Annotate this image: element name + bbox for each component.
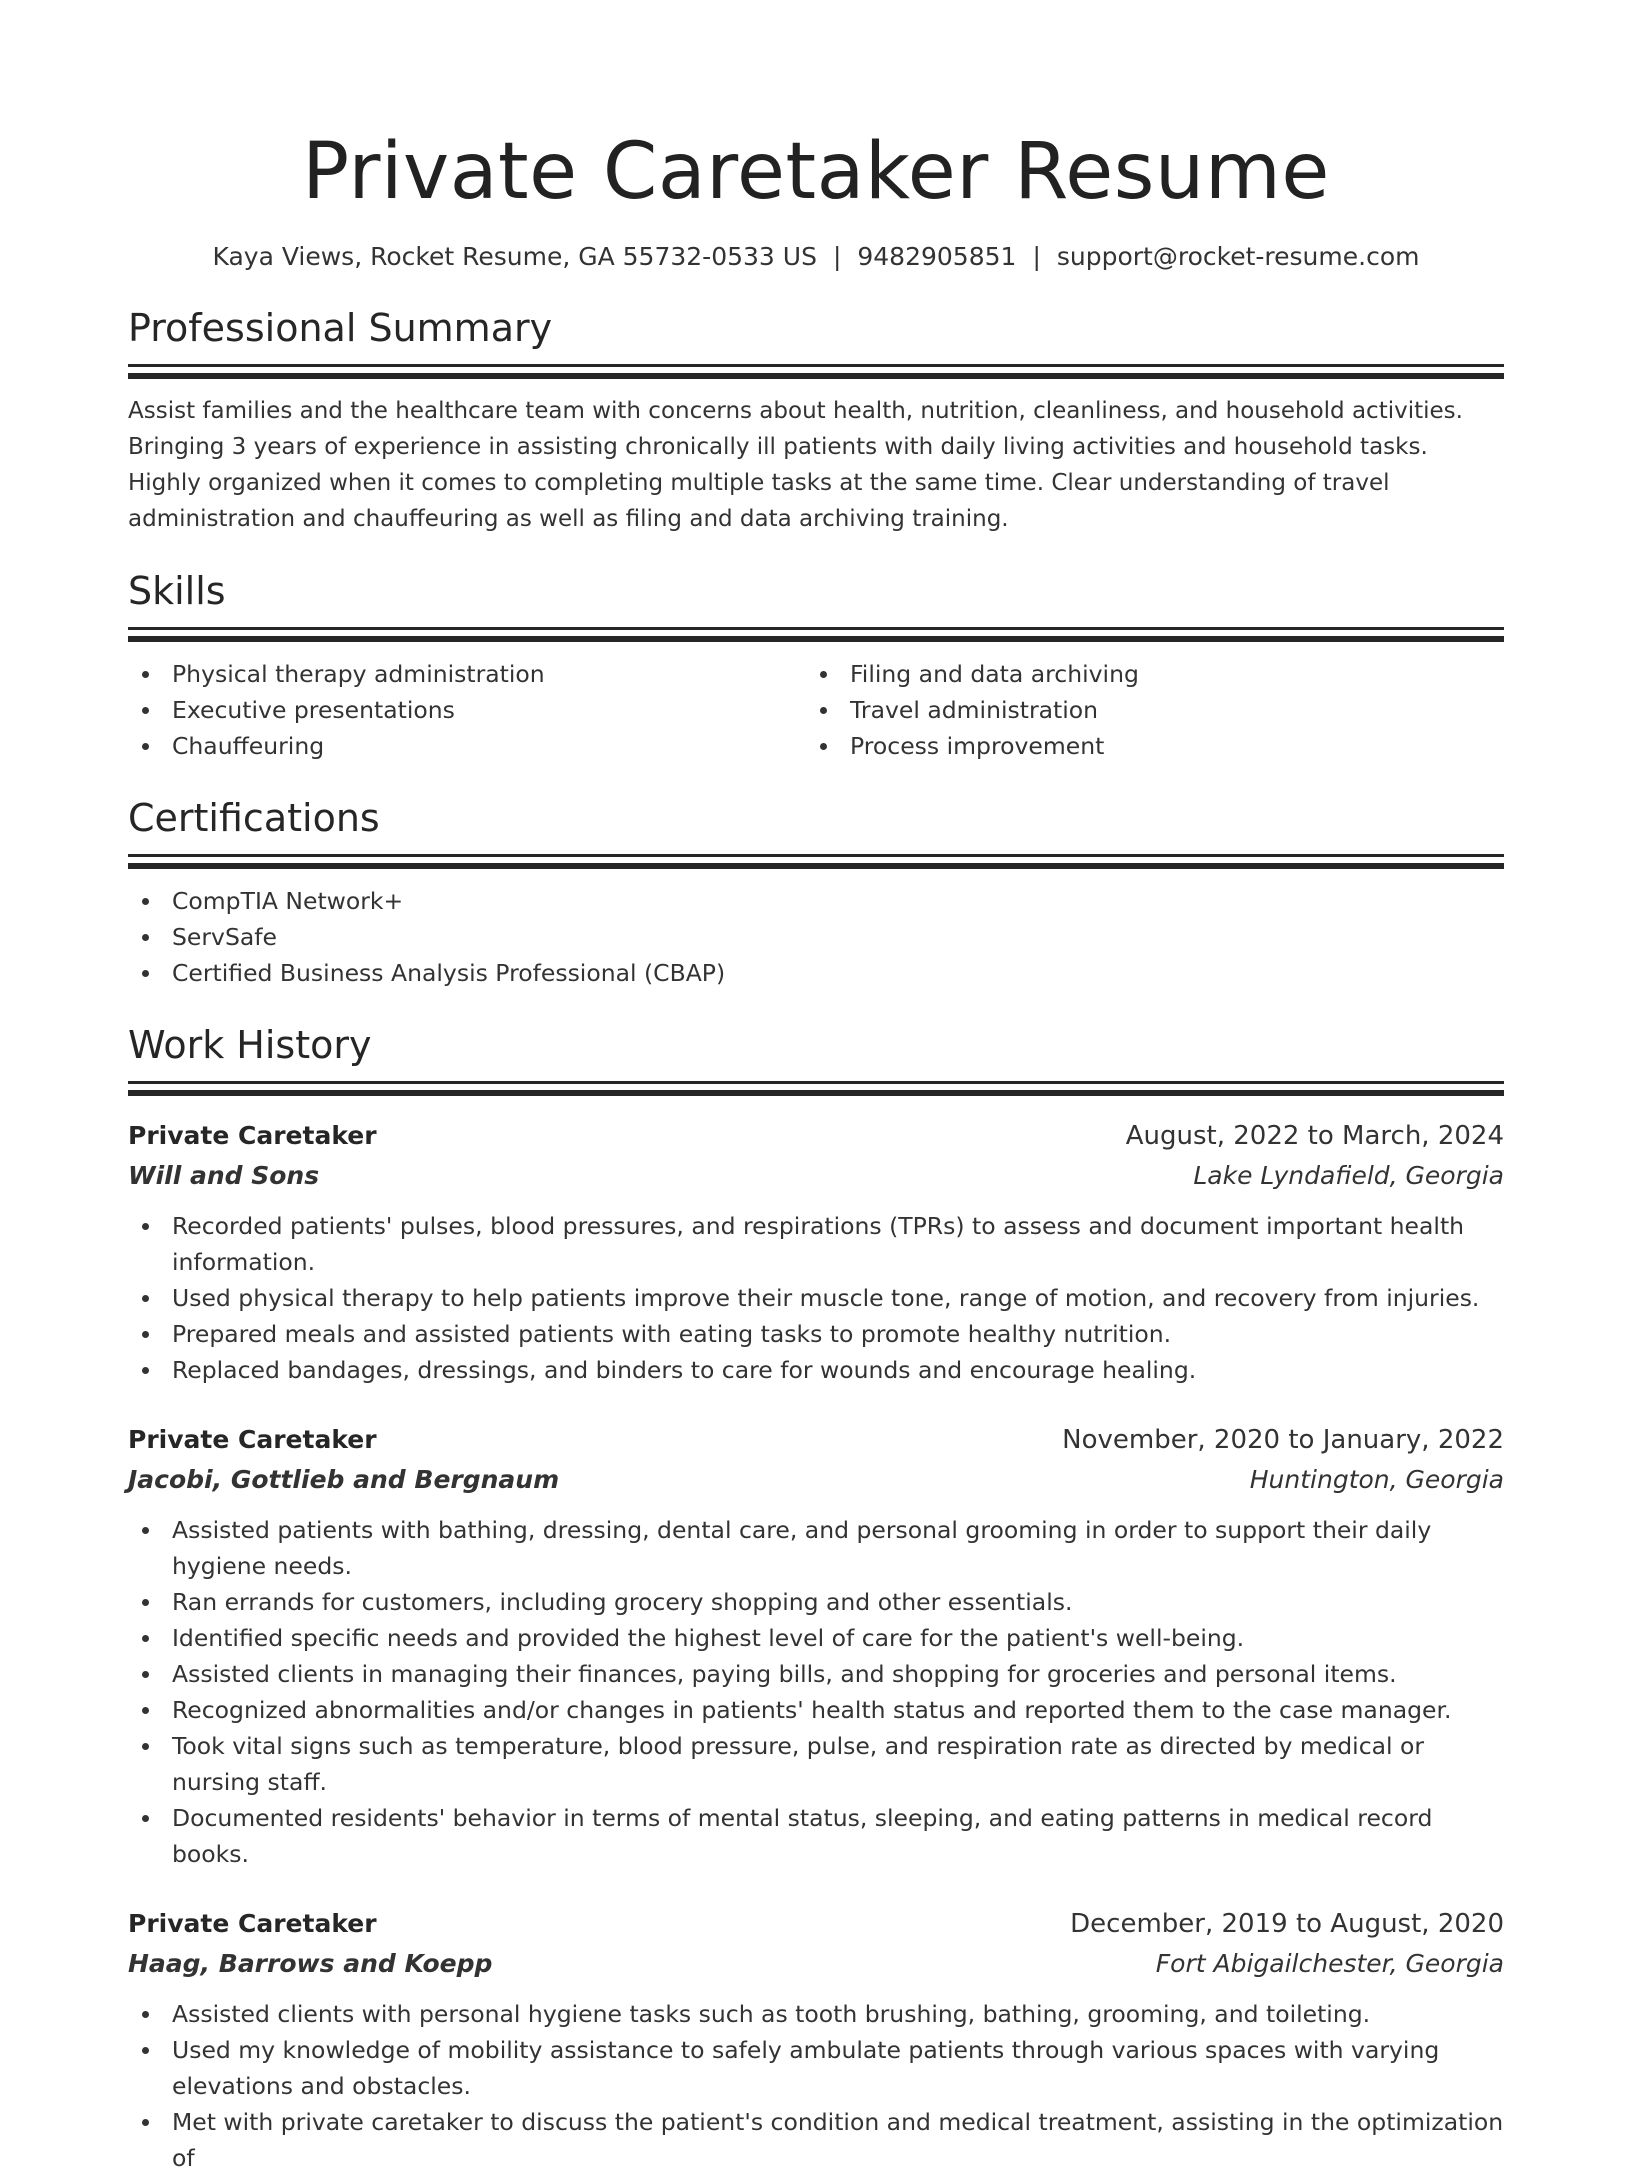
job-bullet: Used physical therapy to help patients improve their muscle tone, range of motion, and recovery from injuries.: [128, 1280, 1504, 1316]
skill-item: Physical therapy administration: [128, 656, 806, 692]
section-divider: [128, 636, 1504, 642]
job-location: Huntington, Georgia: [1249, 1465, 1504, 1494]
certifications-section: [128, 794, 1504, 991]
job-bullet: Recognized abnormalities and/or changes in patients' health status and reported them to the case manager.: [128, 1692, 1504, 1728]
job-subheader: [128, 1156, 1504, 1196]
job-role: Private Caretaker: [128, 1909, 377, 1938]
job-bullet: Replaced bandages, dressings, and binders to care for wounds and encourage healing.: [128, 1352, 1504, 1388]
job-header: [128, 1116, 1504, 1156]
job-bullet: Recorded patients' pulses, blood pressures, and respirations (TPRs) to assess and document important health information.: [128, 1208, 1504, 1280]
certification-item: ServSafe: [128, 919, 1504, 955]
job-entry: [128, 1904, 1504, 2176]
skill-item: Chauffeuring: [128, 728, 806, 764]
skills-list-right: [806, 656, 1484, 764]
section-divider: [128, 627, 1504, 630]
skill-item: Executive presentations: [128, 692, 806, 728]
job-entry: [128, 1420, 1504, 1872]
job-bullet: Assisted patients with bathing, dressing, dental care, and personal grooming in order to support their daily hygiene needs.: [128, 1512, 1504, 1584]
work-history-heading: Work History: [128, 1023, 372, 1067]
skills-section: [128, 567, 1504, 764]
job-entry: [128, 1116, 1504, 1388]
contact-separator: |: [1032, 242, 1041, 271]
skill-item: Filing and data archiving: [806, 656, 1484, 692]
contact-line: [128, 240, 1504, 274]
section-divider: [128, 1090, 1504, 1096]
job-bullet-list: [128, 1208, 1504, 1388]
contact-phone: 9482905851: [857, 242, 1017, 271]
job-bullet-list: [128, 1996, 1504, 2176]
summary-text: Assist families and the healthcare team with concerns about health, nutrition, cleanliness, and household activities. Bringing 3 years of experience in assisting chronically ill patients with daily living activities and household tasks. Highly organized when it comes to completing multiple tasks at the same time. Clear understanding of travel administration and chauffeuring as well as filing and data archiving training.: [128, 398, 1463, 532]
job-bullet: Ran errands for customers, including grocery shopping and other essentials.: [128, 1584, 1504, 1620]
job-subheader: [128, 1944, 1504, 1984]
job-dates: August, 2022 to March, 2024: [1125, 1121, 1504, 1151]
contact-email[interactable]: support@rocket-resume.com: [1056, 242, 1420, 271]
work-history-section: [128, 1021, 1504, 2176]
job-location: Fort Abigailchester, Georgia: [1155, 1949, 1504, 1978]
job-role: Private Caretaker: [128, 1121, 377, 1150]
job-dates: December, 2019 to August, 2020: [1070, 1909, 1504, 1939]
skill-item: Travel administration: [806, 692, 1484, 728]
job-company: Will and Sons: [128, 1161, 320, 1190]
certification-item: Certified Business Analysis Professional (CBAP): [128, 955, 1504, 991]
job-location: Lake Lyndafield, Georgia: [1193, 1161, 1504, 1190]
contact-separator: |: [832, 242, 842, 271]
certification-item: CompTIA Network+: [128, 883, 1504, 919]
skills-list-left: [128, 656, 806, 764]
job-bullet: Assisted clients in managing their finances, paying bills, and shopping for groceries and personal items.: [128, 1656, 1504, 1692]
section-divider: [128, 854, 1504, 857]
job-header: [128, 1904, 1504, 1944]
job-subheader: [128, 1460, 1504, 1500]
job-bullet: Met with private caretaker to discuss the patient's condition and medical treatment, assisting in the optimization of: [128, 2104, 1504, 2176]
job-dates: November, 2020 to January, 2022: [1062, 1425, 1504, 1455]
resume-title: Private Caretaker Resume: [302, 127, 1330, 217]
job-header: [128, 1420, 1504, 1460]
summary-heading: Professional Summary: [128, 306, 553, 350]
job-company: Jacobi, Gottlieb and Bergnaum: [128, 1465, 560, 1494]
skill-item: Process improvement: [806, 728, 1484, 764]
section-divider: [128, 1081, 1504, 1084]
section-divider: [128, 364, 1504, 367]
skills-heading: Skills: [128, 569, 226, 613]
skills-grid: [128, 656, 1504, 764]
job-bullet: Prepared meals and assisted patients with eating tasks to promote healthy nutrition.: [128, 1316, 1504, 1352]
job-bullet-list: [128, 1512, 1504, 1872]
job-company: Haag, Barrows and Koepp: [128, 1949, 493, 1978]
contact-address: Kaya Views, Rocket Resume, GA 55732-0533 US: [212, 242, 817, 271]
summary-section: [128, 304, 1504, 537]
job-bullet: Assisted clients with personal hygiene tasks such as tooth brushing, bathing, grooming, and toileting.: [128, 1996, 1504, 2032]
job-bullet: Documented residents' behavior in terms of mental status, sleeping, and eating patterns in medical record books.: [128, 1800, 1504, 1872]
job-bullet: Used my knowledge of mobility assistance to safely ambulate patients through various spaces with varying elevations and obstacles.: [128, 2032, 1504, 2104]
job-bullet: Identified specific needs and provided the highest level of care for the patient's well-being.: [128, 1620, 1504, 1656]
certifications-list: [128, 883, 1504, 991]
job-bullet: Took vital signs such as temperature, blood pressure, pulse, and respiration rate as directed by medical or nursing staff.: [128, 1728, 1504, 1800]
job-role: Private Caretaker: [128, 1425, 377, 1454]
certifications-heading: Certifications: [128, 796, 380, 840]
section-divider: [128, 373, 1504, 379]
resume-page: [128, 0, 1504, 2176]
section-divider: [128, 863, 1504, 869]
